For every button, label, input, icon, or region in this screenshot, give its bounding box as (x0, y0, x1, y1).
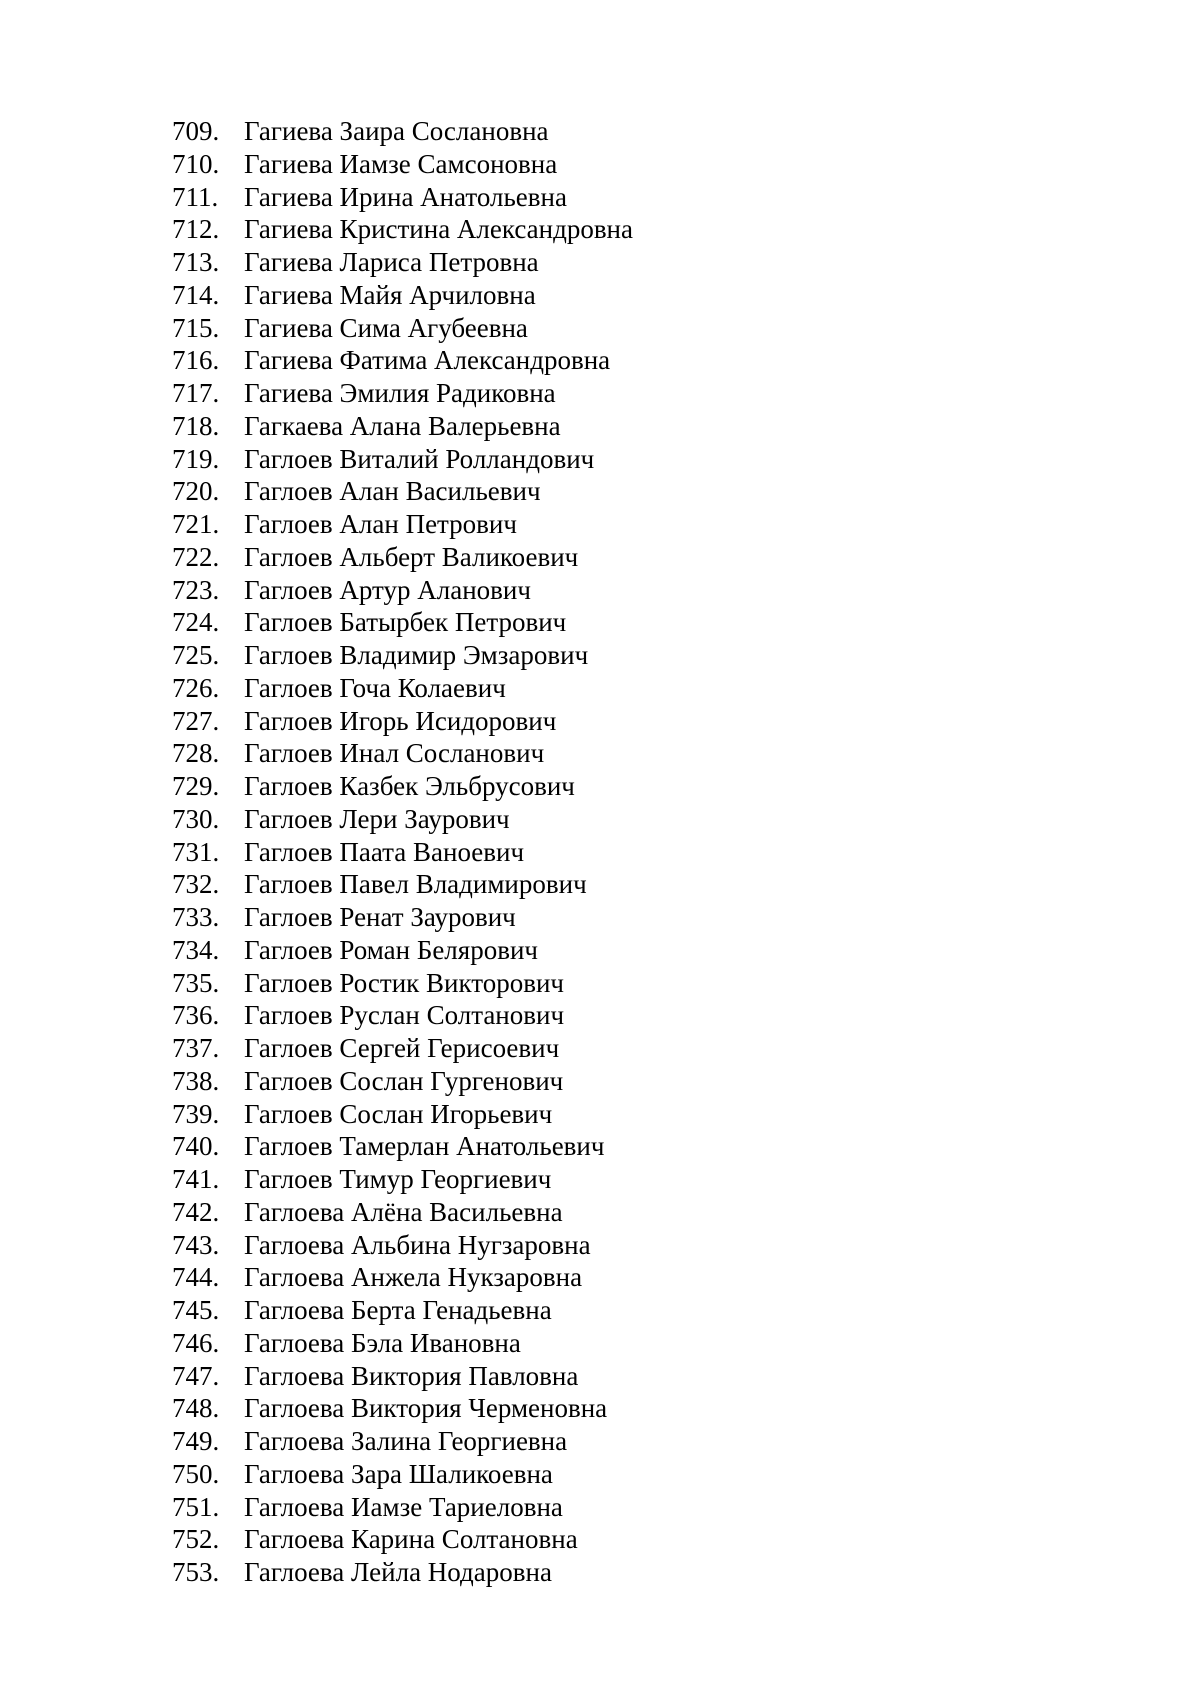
entry-number: 734. (172, 934, 220, 965)
entry-name: Гаглоева Анжела Нукзаровна (244, 1262, 583, 1293)
entry-name: Гагиева Заира Сослановна (244, 116, 549, 146)
entry-name: Гагкаева Алана Валерьевна (244, 410, 561, 441)
entry-number: 709. (172, 116, 220, 146)
list-item (172, 640, 633, 673)
entry-name: Гаглоев Сослан Игорьевич (244, 1098, 553, 1129)
entry-number: 717. (172, 378, 220, 408)
entry-number: 752. (172, 1524, 220, 1555)
list-item (172, 476, 633, 509)
list-item (172, 1492, 633, 1525)
list-item (172, 411, 633, 444)
list-item (172, 1459, 633, 1492)
entry-name: Гаглоева Зара Шаликоевна (244, 1458, 553, 1489)
list-item (172, 575, 633, 608)
list-item (172, 1361, 633, 1394)
list-item (172, 771, 633, 804)
entry-number: 730. (172, 803, 220, 834)
entry-name: Гаглоева Бэла Ивановна (244, 1327, 521, 1358)
list-item (172, 1131, 633, 1164)
entry-number: 737. (172, 1033, 220, 1063)
entry-name: Гаглоев Игорь Исидорович (244, 705, 557, 736)
list-item (172, 1524, 633, 1557)
entry-number: 745. (172, 1295, 220, 1325)
list-item (172, 1033, 633, 1066)
list-item (172, 1197, 633, 1230)
list-item (172, 869, 633, 902)
list-item (172, 149, 633, 182)
entry-number: 751. (172, 1491, 220, 1522)
entry-name: Гаглоев Тамерлан Анатольевич (244, 1131, 605, 1162)
entry-number: 740. (172, 1131, 220, 1162)
entry-number: 715. (172, 312, 220, 343)
entry-number: 723. (172, 574, 220, 605)
entry-name: Гаглоев Артур Аланович (244, 574, 531, 605)
list-item (172, 214, 633, 247)
entry-number: 727. (172, 705, 220, 736)
entry-name: Гаглоев Алан Петрович (244, 509, 517, 539)
list-item (172, 738, 633, 771)
entry-number: 753. (172, 1557, 220, 1587)
entry-name: Гаглоева Альбина Нугзаровна (244, 1229, 591, 1260)
list-item (172, 1328, 633, 1361)
list-item (172, 1393, 633, 1426)
list-item (172, 1230, 633, 1263)
entry-name: Гаглоев Инал Сосланович (244, 738, 545, 769)
entry-number: 724. (172, 607, 220, 638)
entry-name: Гаглоев Владимир Эмзарович (244, 640, 589, 670)
entry-number: 712. (172, 214, 220, 245)
entry-name: Гаглоева Залина Георгиевна (244, 1426, 568, 1456)
entry-number: 746. (172, 1327, 220, 1358)
entry-number: 725. (172, 640, 220, 670)
entry-name: Гаглоева Лейла Нодаровна (244, 1557, 552, 1587)
entry-name: Гагиева Майя Арчиловна (244, 279, 536, 310)
entry-number: 728. (172, 738, 220, 769)
list-item (172, 247, 633, 280)
entry-name: Гагиева Кристина Александровна (244, 214, 633, 245)
list-item (172, 673, 633, 706)
entry-name: Гагиева Лариса Петровна (244, 247, 539, 277)
entry-name: Гаглоев Тимур Георгиевич (244, 1164, 552, 1194)
entry-name: Гаглоева Берта Генадьевна (244, 1295, 552, 1325)
entry-number: 719. (172, 443, 220, 474)
entry-number: 743. (172, 1229, 220, 1260)
list-item (172, 1262, 633, 1295)
entry-number: 722. (172, 541, 220, 572)
entry-number: 720. (172, 476, 220, 507)
entry-number: 736. (172, 1000, 220, 1031)
entry-name: Гаглоев Сергей Герисоевич (244, 1033, 560, 1063)
entry-name: Гаглоев Ростик Викторович (244, 967, 564, 998)
entry-number: 749. (172, 1426, 220, 1456)
entry-name: Гаглоев Роман Белярович (244, 934, 538, 965)
entry-number: 732. (172, 869, 220, 900)
entry-name: Гагиева Сима Агубеевна (244, 312, 528, 343)
entry-name: Гаглоев Гоча Колаевич (244, 672, 506, 703)
list-item (172, 378, 633, 411)
entry-number: 735. (172, 967, 220, 998)
list-item (172, 837, 633, 870)
entry-name: Гаглоев Ренат Заурович (244, 902, 516, 932)
list-item (172, 116, 633, 149)
list-item (172, 345, 633, 378)
list-item (172, 935, 633, 968)
list-item (172, 313, 633, 346)
entry-name: Гагиева Фатима Александровна (244, 345, 611, 376)
list-item (172, 182, 633, 215)
list-item (172, 444, 633, 477)
list-item (172, 1557, 633, 1590)
list-item (172, 1164, 633, 1197)
entry-name: Гаглоев Руслан Солтанович (244, 1000, 565, 1031)
entry-name: Гаглоева Виктория Черменовна (244, 1393, 608, 1424)
entry-name: Гагиева Эмилия Радиковна (244, 378, 556, 408)
entry-number: 718. (172, 410, 220, 441)
entry-name: Гаглоев Виталий Ролландович (244, 443, 595, 474)
entry-name: Гагиева Иамзе Самсоновна (244, 148, 558, 179)
entry-number: 748. (172, 1393, 220, 1424)
list-item (172, 1426, 633, 1459)
entry-name: Гаглоева Иамзе Тариеловна (244, 1491, 563, 1522)
entry-number: 721. (172, 509, 220, 539)
list-item (172, 968, 633, 1001)
list-item (172, 509, 633, 542)
entry-number: 747. (172, 1360, 220, 1391)
entry-number: 729. (172, 771, 220, 801)
entry-number: 726. (172, 672, 220, 703)
entry-name: Гаглоева Алёна Васильевна (244, 1196, 563, 1227)
entry-number: 744. (172, 1262, 220, 1293)
list-item (172, 1295, 633, 1328)
entry-name: Гаглоев Батырбек Петрович (244, 607, 567, 638)
entry-name: Гаглоев Казбек Эльбрусович (244, 771, 575, 801)
entry-name: Гаглоева Виктория Павловна (244, 1360, 579, 1391)
entry-number: 738. (172, 1065, 220, 1096)
entry-name: Гаглоев Алан Васильевич (244, 476, 541, 507)
list-item (172, 706, 633, 739)
list-item (172, 1000, 633, 1033)
entry-name: Гаглоев Павел Владимирович (244, 869, 587, 900)
list-item (172, 902, 633, 935)
list-item (172, 1099, 633, 1132)
entry-number: 750. (172, 1458, 220, 1489)
entry-number: 739. (172, 1098, 220, 1129)
list-item (172, 607, 633, 640)
entry-number: 710. (172, 148, 220, 179)
list-item (172, 542, 633, 575)
entry-number: 713. (172, 247, 220, 277)
entry-name: Гагиева Ирина Анатольевна (244, 181, 567, 212)
entry-number: 731. (172, 836, 220, 867)
entry-name: Гаглоева Карина Солтановна (244, 1524, 578, 1555)
entry-name: Гаглоев Альберт Валикоевич (244, 541, 579, 572)
entry-number: 733. (172, 902, 220, 932)
name-list (172, 116, 633, 1590)
entry-name: Гаглоев Лери Заурович (244, 803, 510, 834)
entry-number: 714. (172, 279, 220, 310)
list-item (172, 1066, 633, 1099)
entry-name: Гаглоев Паата Ваноевич (244, 836, 525, 867)
list-item (172, 280, 633, 313)
entry-number: 742. (172, 1196, 220, 1227)
list-item (172, 804, 633, 837)
entry-number: 716. (172, 345, 220, 376)
entry-number: 711. (172, 181, 219, 212)
entry-number: 741. (172, 1164, 220, 1194)
entry-name: Гаглоев Сослан Гургенович (244, 1065, 564, 1096)
